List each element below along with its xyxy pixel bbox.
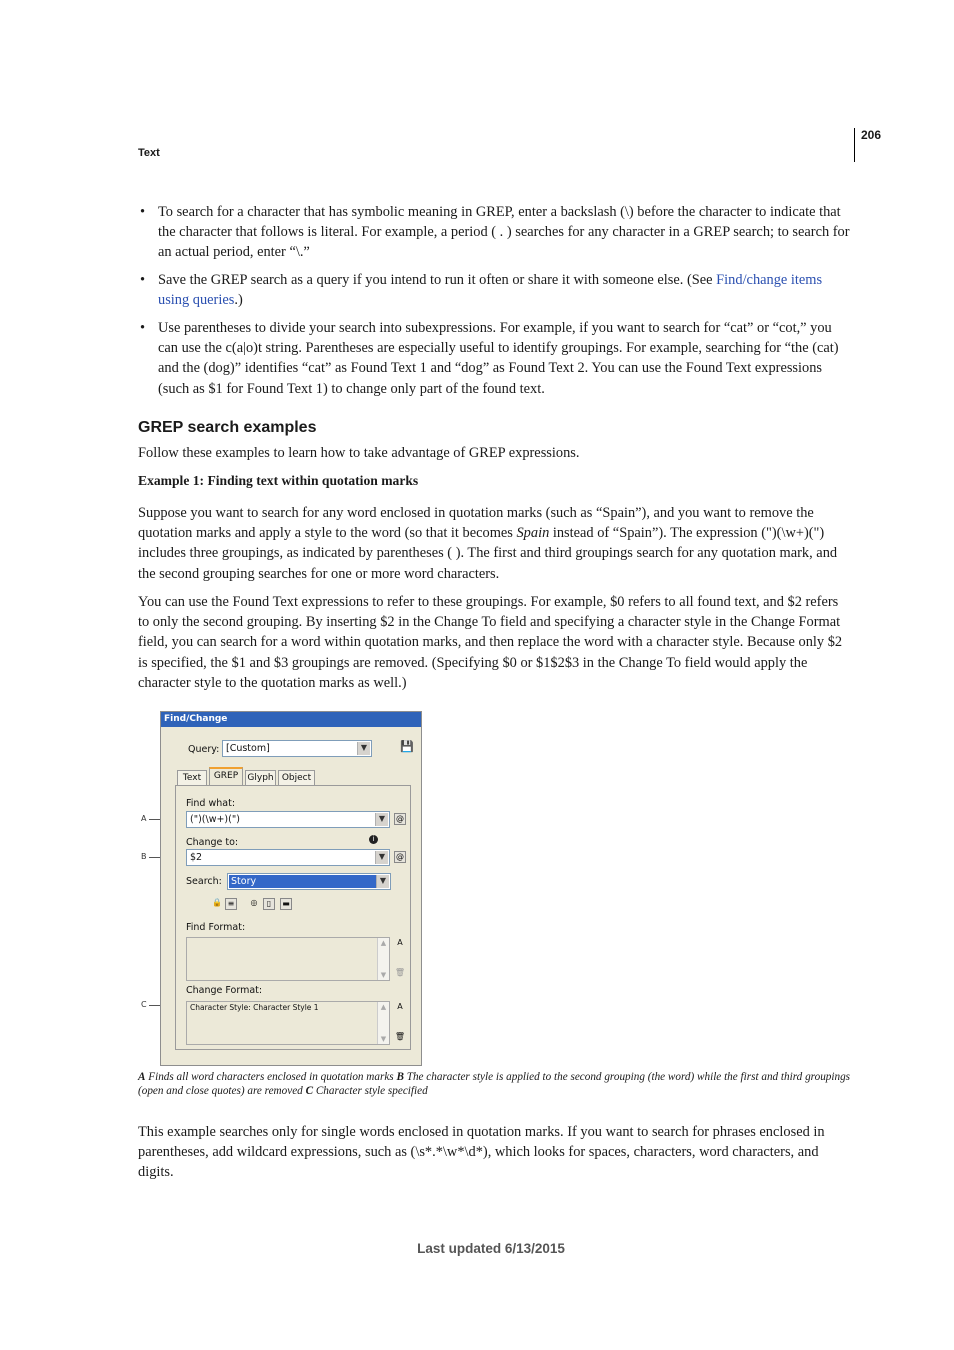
- special-characters-icon[interactable]: @: [396, 852, 404, 861]
- section-heading: GREP search examples: [138, 419, 317, 436]
- list-item: [138, 318, 850, 399]
- find-what-input[interactable]: [186, 811, 390, 828]
- bullet-list: [138, 202, 850, 406]
- caption-text: The character style is applied to the second grouping (the word) while the first and third groupings (open and close quotes) are removed: [138, 1071, 851, 1098]
- tab-object[interactable]: Object: [278, 770, 315, 785]
- tab-text[interactable]: Text: [177, 770, 207, 785]
- specify-find-format-icon[interactable]: A: [397, 938, 403, 947]
- chevron-down-icon[interactable]: ▼: [375, 851, 388, 864]
- find-change-dialog: [160, 711, 422, 1066]
- clear-find-format-icon[interactable]: 🗑: [394, 968, 406, 977]
- clear-change-format-icon[interactable]: 🗑: [394, 1032, 406, 1041]
- paragraph-text: instead of “Spain”). The expression (")(\w+)(") includes three groupings, as indicated by parentheses ( ). The first and third groupings search for any quotation mark, and the second grouping searches for one or more word characters.: [138, 525, 838, 582]
- change-to-value: $2: [190, 852, 203, 863]
- find-what-value: (")(\w+)("): [190, 814, 240, 825]
- change-format-label: Change Format:: [186, 985, 263, 996]
- include-locked-stories-icon[interactable]: ≡: [225, 898, 237, 910]
- footer: [0, 1241, 954, 1256]
- query-select[interactable]: [222, 740, 372, 757]
- dialog-title: Find/Change: [161, 712, 421, 727]
- find-change-queries-link[interactable]: Find/change items using queries: [158, 272, 823, 309]
- emphasis-text: Spain: [516, 525, 550, 542]
- find-what-label: Find what:: [186, 798, 236, 809]
- caption-letter: C: [305, 1085, 314, 1098]
- search-label: Search:: [186, 876, 222, 887]
- page-number-rule: [854, 128, 855, 162]
- chevron-down-icon[interactable]: ▼: [357, 742, 370, 755]
- search-scope-select[interactable]: [227, 873, 391, 890]
- specify-change-format-icon[interactable]: A: [397, 1002, 403, 1011]
- include-master-pages-icon[interactable]: ▯: [263, 898, 275, 910]
- paragraph: You can use the Found Text expressions to refer to these groupings. For example, $0 refers to all found text, and $2 refers to only the second grouping. By inserting $2 in the Change To field and specifying a character style in the Change Format field, you can search for a word within quotation marks, and then replace the word with a character style. Because only $2 is specified, the $1 and $3 groupings are removed. (Specifying $0 or $1$2$3 in the Change To field would apply the character style to the quotation marks as well.): [138, 594, 843, 691]
- special-characters-icon[interactable]: @: [396, 814, 404, 823]
- figure-caption: [138, 1070, 854, 1098]
- info-icon: i: [369, 835, 378, 844]
- last-updated: Last updated 6/13/2015: [417, 1241, 565, 1256]
- change-format-value: Character Style: Character Style 1: [190, 1003, 319, 1012]
- example-heading: Example 1: Finding text within quotation marks: [138, 473, 419, 488]
- intro-paragraph: Follow these examples to learn how to take advantage of GREP expressions.: [138, 445, 580, 461]
- save-query-icon[interactable]: 💾: [400, 740, 414, 753]
- change-format-box[interactable]: [186, 1001, 390, 1045]
- find-format-box[interactable]: [186, 937, 390, 981]
- page-number: 206: [861, 128, 882, 142]
- caption-letter: B: [396, 1071, 404, 1083]
- tab-glyph[interactable]: Glyph: [245, 770, 276, 785]
- callout-b-label: B: [141, 852, 147, 861]
- caption-letter: A: [138, 1071, 146, 1083]
- query-label: Query:: [188, 744, 220, 755]
- change-to-input[interactable]: [186, 849, 390, 866]
- bullet-text-before: Save the GREP search as a query if you intend to run it often or share it with someone else. (See: [158, 272, 717, 289]
- search-scope-value: Story: [229, 875, 379, 888]
- list-item: [138, 270, 850, 310]
- list-item: [138, 202, 850, 263]
- chevron-down-icon[interactable]: ▼: [376, 875, 389, 888]
- include-hidden-layers-icon[interactable]: ◎: [250, 898, 258, 907]
- scroll-down-icon[interactable]: ▼: [380, 971, 387, 979]
- bullet-text-after: .): [234, 292, 243, 309]
- section-label: Text: [138, 147, 160, 159]
- caption-text: Finds all word characters enclosed in quotation marks: [145, 1071, 397, 1083]
- include-locked-layers-icon[interactable]: 🔒: [212, 898, 222, 907]
- scroll-up-icon[interactable]: ▲: [380, 939, 387, 947]
- bullet-text: Use parentheses to divide your search into subexpressions. For example, if you want to search for “cat” or “cot,” you can use the c(a|o)t string. Parentheses are especially useful to identify groupings. For example, searching for “the (cat) and the (dog)” identifies “cat” as Found Text 1 and “dog” as Found Text 2. You can use the Found Text expressions (such as $1 for Found Text 1) to change only part of the found text.: [158, 320, 839, 397]
- scrollbar[interactable]: [377, 1002, 389, 1044]
- paragraph: This example searches only for single words enclosed in quotation marks. If you want to search for phrases enclosed in parentheses, add wildcard expressions, such as (\s*.*\w*\d*), which looks for spaces, characters, word characters, and digits.: [138, 1124, 825, 1181]
- bullet-text: To search for a character that has symbolic meaning in GREP, enter a backslash (\) before the character to indicate that the character that follows is literal. For example, a period ( . ) searches for any character in a GREP search; to search for an actual period, enter “\.”: [158, 204, 850, 261]
- callout-c-label: C: [141, 1000, 147, 1009]
- bullet-dot: •: [140, 320, 146, 337]
- find-format-label: Find Format:: [186, 922, 246, 933]
- tab-grep[interactable]: GREP: [209, 767, 243, 786]
- scroll-down-icon[interactable]: ▼: [380, 1035, 387, 1043]
- scroll-up-icon[interactable]: ▲: [380, 1003, 387, 1011]
- paragraph: [138, 503, 852, 584]
- chevron-down-icon[interactable]: ▼: [375, 813, 388, 826]
- scrollbar[interactable]: [377, 938, 389, 980]
- query-value: [Custom]: [226, 743, 270, 754]
- callout-a-label: A: [141, 814, 147, 823]
- bullet-dot: •: [140, 204, 146, 220]
- include-footnotes-icon[interactable]: ▬: [280, 898, 292, 910]
- caption-text: Character style specified: [313, 1085, 428, 1098]
- bullet-dot: •: [140, 272, 146, 289]
- paragraph-text: Suppose you want to search for any word enclosed in quotation marks (such as “Spain”), and you want to remove the quotation marks and apply a style to the word (so that it becomes: [138, 505, 814, 542]
- change-to-label: Change to:: [186, 837, 239, 848]
